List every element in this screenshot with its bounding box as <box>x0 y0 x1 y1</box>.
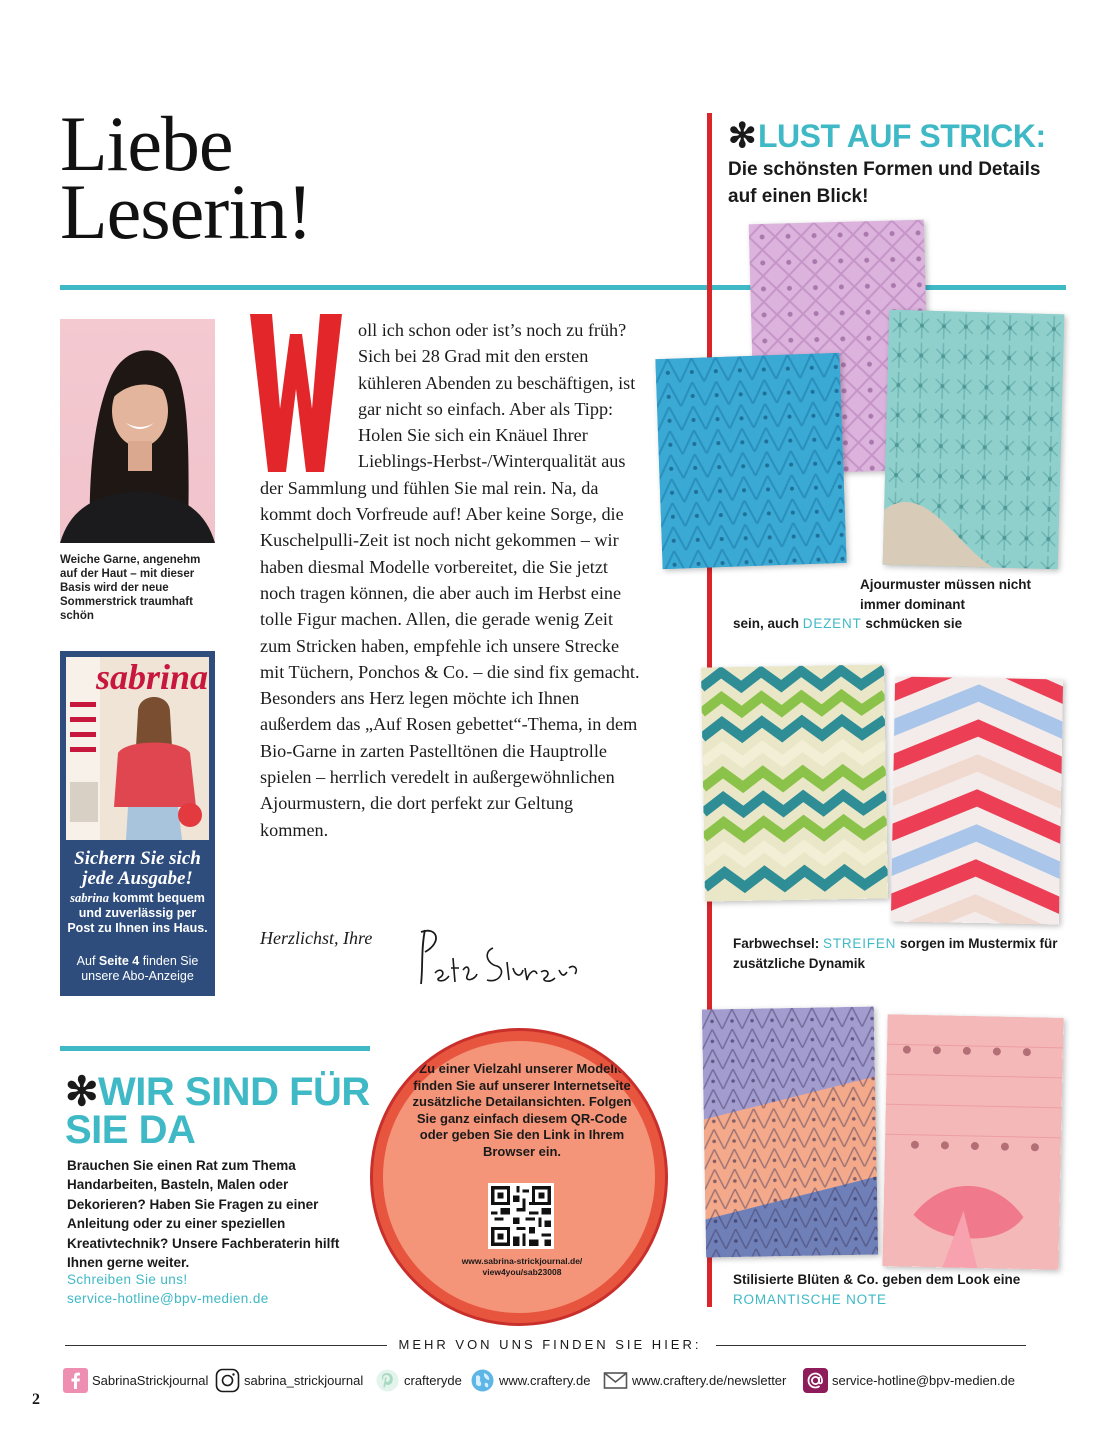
cover-note-page: Seite 4 <box>98 954 140 968</box>
qr-code-badge[interactable] <box>370 1028 668 1326</box>
cover-headline: Sichern Sie sich jede Ausgabe! <box>74 848 201 889</box>
cover-logo: sabrina <box>96 657 209 697</box>
cap1-c: schmücken sie <box>861 616 963 631</box>
magazine-cover-ad[interactable] <box>60 651 215 996</box>
drop-cap-letter <box>250 314 251 315</box>
editor-portrait <box>60 319 215 543</box>
cap2-b: sorgen im Mustermix für zusätzliche Dynamik <box>733 936 1058 971</box>
signature <box>395 918 595 1000</box>
cap2-a: Farbwechsel: <box>733 936 824 951</box>
cover-note-c: finden Sie unsere Abo-Anzeige <box>81 954 199 983</box>
knit-photo-zigzag <box>701 664 888 901</box>
title-line-2: Leserin! <box>60 168 312 255</box>
qr-url[interactable]: www.sabrina-strickjournal.de/ view4you/sab23008 <box>461 1256 583 1277</box>
cap2-highlight: STREIFEN <box>823 936 897 951</box>
at-sign-icon <box>803 1368 828 1393</box>
knit-photo-blue <box>655 353 846 569</box>
contact-title-line-2: SIE DA <box>65 1108 196 1152</box>
editorial-letter <box>260 317 640 843</box>
cap1-b: sein, auch <box>733 616 803 631</box>
contact-link-email[interactable]: service-hotline@bpv-medien.de <box>67 1291 269 1307</box>
footer-link-instagram[interactable] <box>215 1366 363 1394</box>
knit-photo-stripes <box>891 677 1063 925</box>
portrait-caption: Weiche Garne, angenehm auf der Haut – mit dieser Basis wird der neue Sommerstrick traumhaft schön <box>60 554 201 622</box>
cover-brand: sabrina <box>70 891 110 905</box>
cap1-highlight: DEZENT <box>802 616 862 631</box>
pinterest-icon <box>375 1368 400 1393</box>
footer-link-pinterest[interactable] <box>375 1366 462 1394</box>
page-title <box>60 100 480 255</box>
flower-icon: ✻ <box>728 117 756 155</box>
qr-badge-text: Zu einer Vielzahl unserer Modelle finden Sie auf unserer Internetseite zusätzliche Detailansichten. Folgen Sie ganz einfach diesem QR-Code oder geben Sie den Link in Ihrem Browser ein. <box>412 1061 632 1159</box>
mail-icon <box>603 1368 628 1393</box>
section-title-lust-auf-strick <box>728 116 1046 156</box>
letter-greeting: Herzlichst, Ihre <box>260 928 373 948</box>
email-label[interactable]: service-hotline@bpv-medien.de <box>832 1372 1016 1388</box>
contact-links[interactable] <box>67 1270 367 1309</box>
cover-subscription-note <box>64 954 211 984</box>
cover-text <box>64 891 211 936</box>
teal-divider-short <box>60 1046 370 1051</box>
web-label[interactable]: www.craftery.de <box>499 1372 591 1388</box>
contact-title-line-1: WIR SIND FÜR <box>98 1070 370 1114</box>
footer-link-email[interactable] <box>803 1366 1015 1394</box>
cap3-highlight: ROMANTISCHE NOTE <box>733 1291 887 1307</box>
knit-photo-mint <box>883 310 1065 569</box>
photo-caption-1a: Ajourmuster müssen nicht immer dominant <box>860 577 1032 612</box>
flower-icon: ✻ <box>65 1070 99 1114</box>
section-title-text: LUST AUF STRICK: <box>758 118 1046 154</box>
photo-caption-1b <box>733 614 1063 634</box>
cover-image <box>66 657 209 840</box>
cover-note-a: Auf <box>76 954 99 968</box>
knit-photo-pink <box>882 1014 1063 1270</box>
knit-photo-lace <box>702 1007 878 1258</box>
instagram-icon <box>215 1368 240 1393</box>
globe-icon <box>470 1368 495 1393</box>
page-number: 2 <box>32 1391 40 1408</box>
footer-link-web[interactable] <box>470 1366 591 1394</box>
pinterest-label[interactable]: crafteryde <box>404 1372 462 1388</box>
facebook-icon <box>63 1368 88 1393</box>
cover-text-body: kommt bequem und zuverlässig per Post zu Ihnen ins Haus. <box>67 891 208 935</box>
contact-link-write[interactable]: Schreiben Sie uns! <box>67 1272 188 1287</box>
section-subtitle: Die schönsten Formen und Details auf einen Blick! <box>728 159 1041 207</box>
photo-caption-3 <box>733 1270 1063 1309</box>
contact-title <box>65 1070 385 1152</box>
letter-body: oll ich schon oder ist’s noch zu früh? Sich bei 28 Grad mit den ersten kühleren Abenden zu beschäftigen, ist gar nicht so einfach. Aber als Tipp: Holen Sie sich ein Knäuel Ihrer Lieblings-Herbst-/Winterqualität aus der Sammlung und fühlen Sie mal rein. Na, da kommt doch Vorfreude auf! Aber keine Sorge, die Kuschelpulli-Zeit ist noch nicht gekommen – wir haben diesmal Modelle vorbereitet, die Sie jetzt noch tragen können, die aber auch im Herbst eine tolle Figur machen. Allen, die gerade wenig Zeit zum Stricken haben, empfehle ich unsere Strecke mit Tüchern, Ponchos & Co. – die sind fix gemacht. Besonders ans Herz legen möchte ich Ihnen außerdem das „Auf Rosen gebettet“-Thema, in dem Bio-Garne in zarten Pastelltönen die Hauptrolle spielen – herrlich veredelt in außergewöhnlichen Ajourmustern, die dort perfekt zur Geltung kommen. <box>260 320 640 840</box>
qr-code-icon[interactable] <box>488 1183 554 1249</box>
footer-title: MEHR VON UNS FINDEN SIE HIER: <box>398 1337 702 1352</box>
instagram-label[interactable]: sabrina_strickjournal <box>244 1372 364 1388</box>
facebook-label[interactable]: SabrinaStrickjournal <box>92 1372 209 1388</box>
photo-caption-2 <box>733 934 1063 973</box>
title-line-1: Liebe <box>60 100 233 187</box>
newsletter-label[interactable]: www.craftery.de/newsletter <box>632 1372 787 1388</box>
contact-body: Brauchen Sie einen Rat zum Thema Handarbeiten, Basteln, Malen oder Dekorieren? Haben Sie Fragen zu einer Anleitung oder zu einer speziellen Kreativtechnik? Unsere Fachberaterin hilft Ihnen gerne weiter. <box>67 1158 340 1271</box>
cap3-a: Stilisierte Blüten & Co. geben dem Look eine <box>733 1272 1021 1287</box>
footer-link-newsletter[interactable] <box>603 1366 786 1394</box>
footer-link-facebook[interactable] <box>63 1366 208 1394</box>
